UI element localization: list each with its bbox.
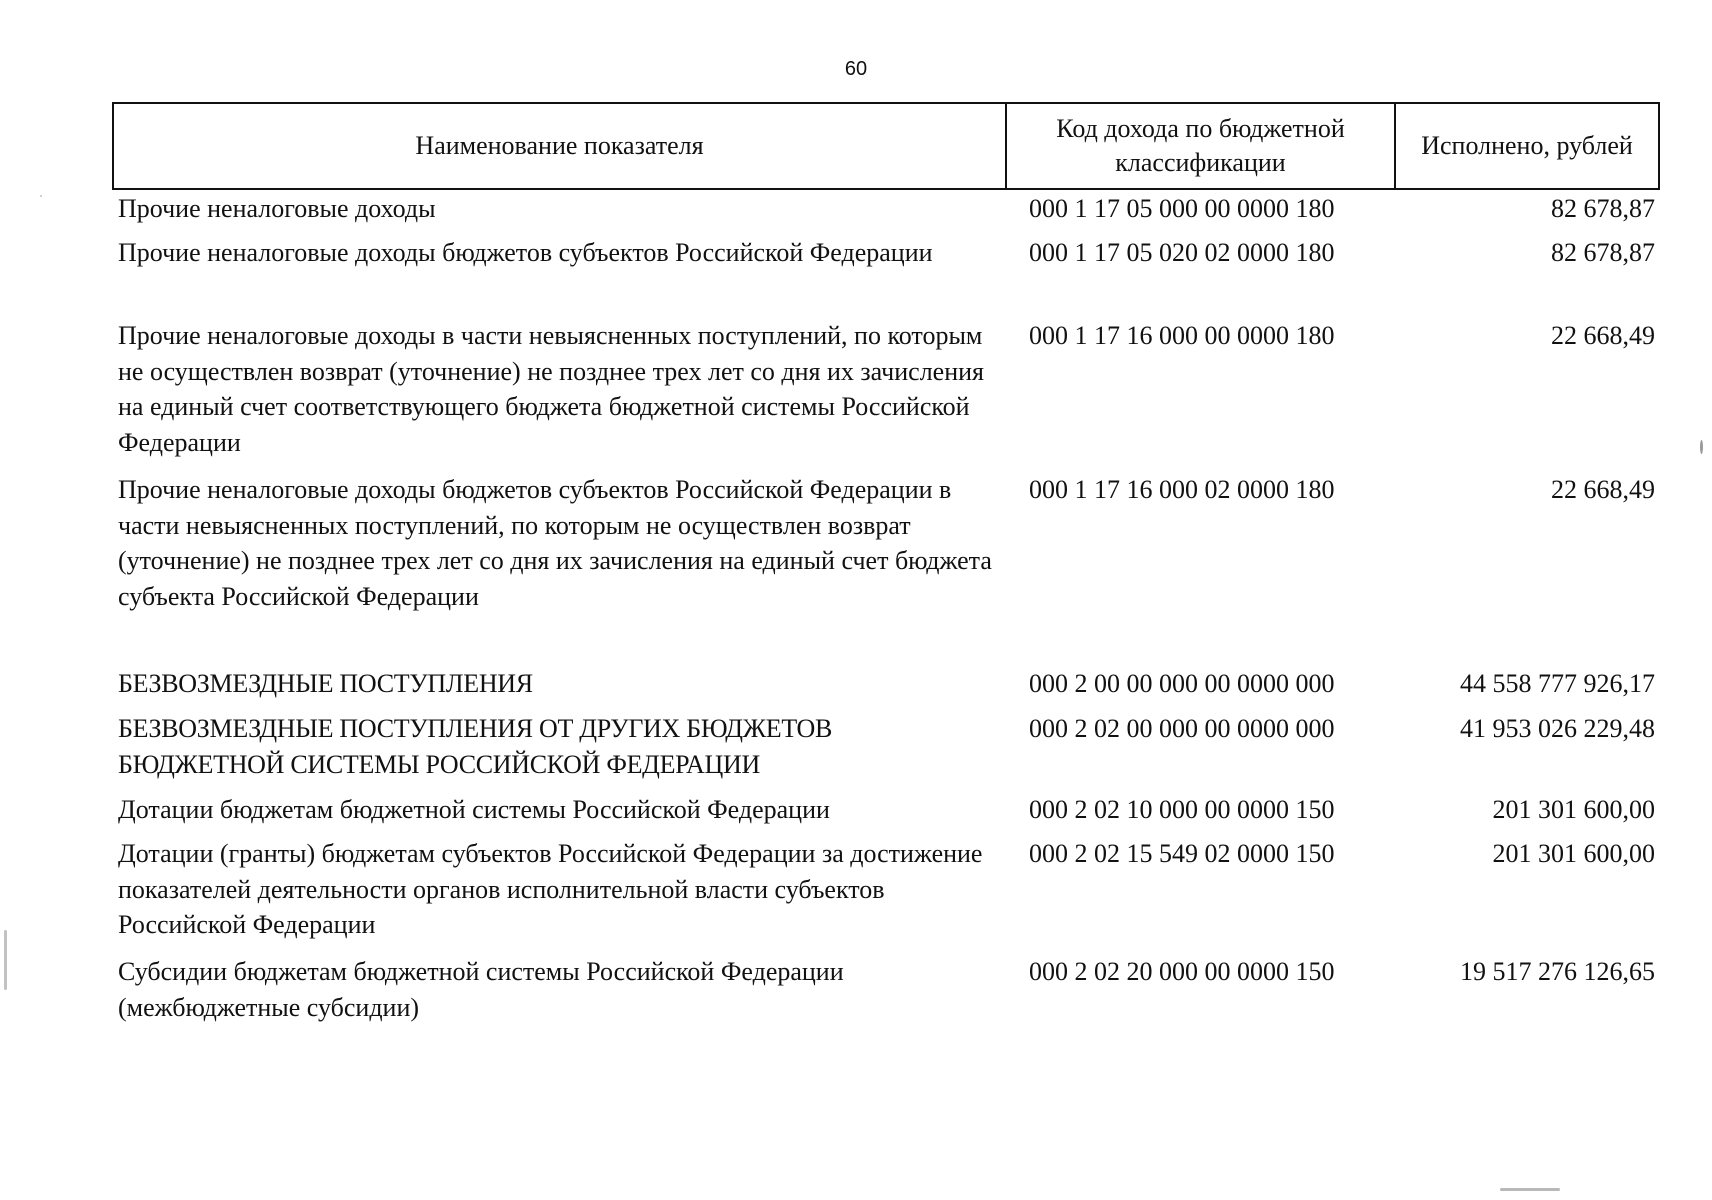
row-code: 000 1 17 05 020 02 0000 180: [1029, 238, 1335, 267]
row-code: 000 1 17 16 000 02 0000 180: [1029, 475, 1335, 504]
header-budget-code: Код дохода по бюджетной классификации: [1007, 104, 1396, 188]
header-executed-rubles: Исполнено, рублей: [1421, 131, 1633, 160]
row-code: 000 1 17 16 000 00 0000 180: [1029, 321, 1335, 350]
row-executed: 82 678,87: [1551, 238, 1655, 267]
row-name: Дотации (гранты) бюджетам субъектов Российской Федерации за достижение показателей деятельности органов исполнительной власти субъектов Российской Федерации: [118, 839, 983, 939]
row-executed: 201 301 600,00: [1492, 839, 1655, 868]
row-name: Прочие неналоговые доходы: [118, 194, 436, 223]
row-code: 000 2 02 10 000 00 0000 150: [1029, 795, 1335, 824]
row-name: Прочие неналоговые доходы бюджетов субъектов Российской Федерации: [118, 238, 933, 267]
scan-speck: [1700, 440, 1703, 454]
header-indicator-name: Наименование показателя: [114, 104, 1007, 188]
row-name: Прочие неналоговые доходы бюджетов субъектов Российской Федерации в части невыясненных поступлений, по которым не осуществлен возврат (уточнение) не позднее трех лет со дня их зачисления на единый счет бюджета субъекта Российской Федерации: [118, 475, 992, 611]
row-executed: 44 558 777 926,17: [1460, 669, 1655, 698]
row-executed: 22 668,49: [1551, 475, 1655, 504]
row-name: Дотации бюджетам бюджетной системы Российской Федерации: [118, 795, 830, 824]
row-code: 000 2 02 20 000 00 0000 150: [1029, 957, 1335, 986]
row-executed: 41 953 026 229,48: [1460, 714, 1655, 743]
row-name: Прочие неналоговые доходы в части невыясненных поступлений, по которым не осуществлен возврат (уточнение) не позднее трех лет со дня их зачисления на единый счет соответствующего бюджета бюджетной системы Российской Федерации: [118, 321, 985, 457]
scan-speck: [40, 195, 42, 197]
table-header: [112, 102, 1660, 190]
row-code: 000 2 02 00 000 00 0000 000: [1029, 714, 1335, 743]
row-executed: 19 517 276 126,65: [1460, 957, 1655, 986]
row-code: 000 1 17 05 000 00 0000 180: [1029, 194, 1335, 223]
row-code: 000 2 02 15 549 02 0000 150: [1029, 839, 1335, 868]
row-executed: 82 678,87: [1551, 194, 1655, 223]
row-executed: 201 301 600,00: [1492, 795, 1655, 824]
row-executed: 22 668,49: [1551, 321, 1655, 350]
scan-speck: [1500, 1188, 1560, 1191]
row-name: БЕЗВОЗМЕЗДНЫЕ ПОСТУПЛЕНИЯ ОТ ДРУГИХ БЮДЖЕТОВ БЮДЖЕТНОЙ СИСТЕМЫ РОССИЙСКОЙ ФЕДЕРАЦИИ: [118, 714, 833, 779]
row-code: 000 2 00 00 000 00 0000 000: [1029, 669, 1335, 698]
row-name: Субсидии бюджетам бюджетной системы Российской Федерации (межбюджетные субсидии): [118, 957, 844, 1022]
scan-speck: [4, 930, 7, 990]
row-name: БЕЗВОЗМЕЗДНЫЕ ПОСТУПЛЕНИЯ: [118, 669, 533, 698]
page-number: 60: [844, 58, 868, 80]
